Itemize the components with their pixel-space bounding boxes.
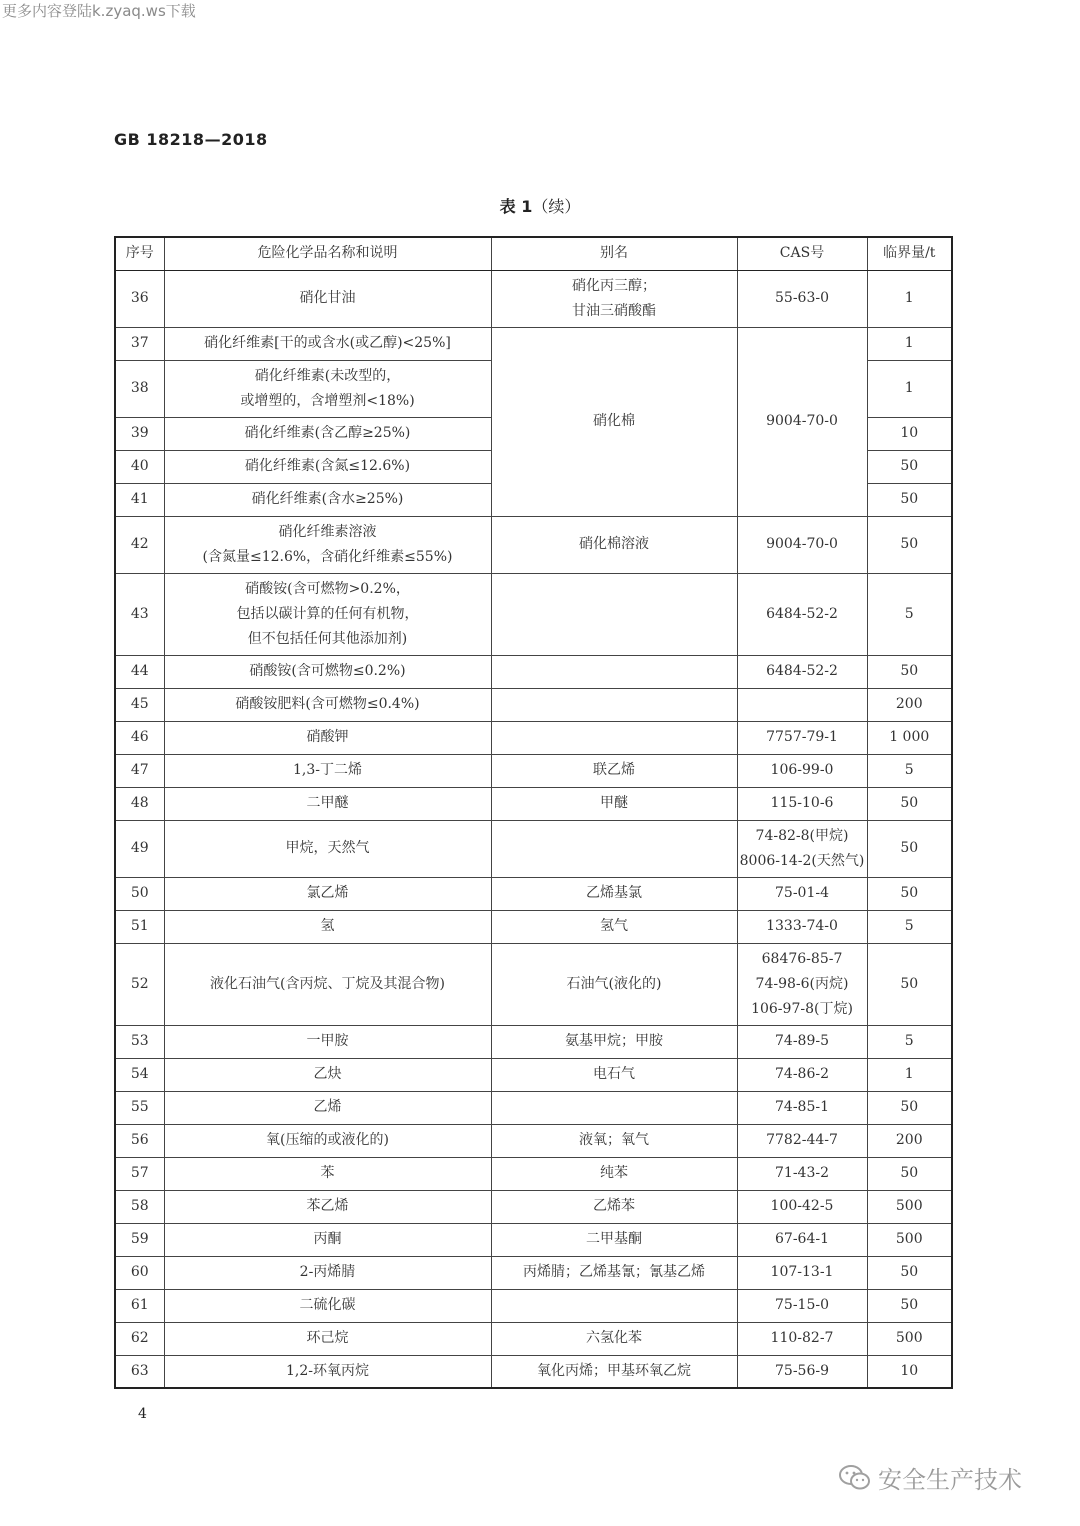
cell-chemical-name (164, 820, 491, 877)
cell-cas-line: 67-64-1 (775, 1231, 829, 1247)
table-caption-label: 表 1 (499, 197, 533, 216)
cell-chemical-name (164, 1223, 491, 1256)
cell-cas-line: 71-43-2 (775, 1165, 829, 1181)
table-row (115, 754, 952, 787)
cell-cas (737, 270, 867, 327)
cell-chemical-name (164, 910, 491, 943)
table-row (115, 1190, 952, 1223)
cell-alias-line: 联乙烯 (593, 762, 635, 778)
cell-chemical-name-line: 硝酸铵(含可燃物>0.2%， (245, 580, 410, 597)
cell-alias-line: 甘油三硝酸酯 (572, 302, 656, 319)
table-row (115, 1289, 952, 1322)
cell-threshold: 50 (867, 516, 952, 573)
cell-alias (491, 721, 737, 754)
cell-alias (491, 270, 737, 327)
cell-chemical-name (164, 1355, 491, 1388)
cell-alias (491, 1256, 737, 1289)
cell-threshold: 50 (867, 1289, 952, 1322)
cell-chemical-name-line: 硝化纤维素(含水≥25%) (251, 491, 404, 507)
cell-alias (491, 1190, 737, 1223)
cell-chemical-name (164, 573, 491, 655)
table-caption-suffix: （续） (532, 197, 581, 216)
cell-alias (491, 1289, 737, 1322)
cell-cas-line: 100-42-5 (770, 1198, 834, 1214)
cell-cas-line: 106-97-8(丁烷) (751, 1000, 853, 1017)
cell-chemical-name-line: 1,2-环氧丙烷 (286, 1362, 369, 1379)
cell-alias (491, 573, 737, 655)
cell-threshold: 50 (867, 450, 952, 483)
cell-alias (491, 910, 737, 943)
watermark-text: 安全生产技术 (878, 1466, 1022, 1494)
download-note: 更多内容登陆k.zyaq.ws下载 (2, 2, 196, 20)
cell-cas (737, 688, 867, 721)
cell-chemical-name-line: 苯乙烯 (306, 1198, 349, 1214)
cell-chemical-name (164, 721, 491, 754)
cell-serial: 54 (115, 1058, 164, 1091)
cell-cas (737, 1223, 867, 1256)
cell-cas-line: 6484-52-2 (766, 663, 838, 679)
cell-cas-line: 7782-44-7 (766, 1132, 838, 1148)
watermark (838, 1460, 1022, 1495)
cell-chemical-name (164, 270, 491, 327)
cell-chemical-name (164, 327, 491, 360)
cell-chemical-name-line: 乙炔 (313, 1066, 342, 1082)
cell-chemical-name (164, 1025, 491, 1058)
table-row (115, 688, 952, 721)
cell-alias-line: 氨基甲烷；甲胺 (565, 1033, 663, 1049)
cell-cas (737, 1289, 867, 1322)
header-chemical-name: 危险化学品名称和说明 (164, 237, 491, 270)
cell-alias (491, 688, 737, 721)
cell-cas (737, 655, 867, 688)
cell-threshold: 200 (867, 688, 952, 721)
cell-cas-line: 75-56-9 (775, 1362, 829, 1379)
cell-threshold: 1 (867, 270, 952, 327)
table-row (115, 1058, 952, 1091)
table-caption (0, 194, 1080, 217)
standard-code: GB 18218—2018 (114, 130, 268, 149)
cell-cas-merged: 9004-70-0 (737, 327, 867, 516)
cell-alias (491, 655, 737, 688)
chemical-threshold-table (114, 236, 953, 1389)
cell-chemical-name-line: 苯 (320, 1165, 335, 1181)
table-row (115, 1223, 952, 1256)
table-row (115, 270, 952, 327)
cell-serial: 55 (115, 1091, 164, 1124)
table-row (115, 787, 952, 820)
cell-chemical-name-line: 硝化甘油 (299, 290, 356, 306)
cell-cas (737, 1157, 867, 1190)
cell-cas-line: 74-98-6(丙烷) (755, 975, 849, 992)
cell-chemical-name-line: 1,3-丁二烯 (293, 762, 362, 778)
cell-chemical-name (164, 360, 491, 417)
cell-cas-line: 74-82-8(甲烷) (755, 827, 849, 844)
cell-cas-line: 107-13-1 (770, 1264, 834, 1280)
cell-cas (737, 721, 867, 754)
cell-cas-line: 75-01-4 (775, 885, 829, 901)
cell-chemical-name-line: 硝化纤维素[干的或含水(或乙醇)<25%] (204, 335, 451, 351)
cell-threshold: 1 (867, 1058, 952, 1091)
cell-alias (491, 1223, 737, 1256)
cell-cas-line: 7757-79-1 (766, 729, 838, 745)
cell-alias-line: 甲醚 (600, 795, 628, 811)
table-row (115, 910, 952, 943)
cell-alias (491, 1058, 737, 1091)
table-row (115, 721, 952, 754)
cell-cas-line: 75-15-0 (775, 1297, 829, 1313)
cell-chemical-name (164, 688, 491, 721)
cell-cas (737, 1025, 867, 1058)
cell-serial: 47 (115, 754, 164, 787)
table-row (115, 516, 952, 573)
cell-serial: 60 (115, 1256, 164, 1289)
cell-chemical-name-line: 液化石油气(含丙烷、丁烷及其混合物) (210, 975, 445, 992)
cell-threshold: 50 (867, 1157, 952, 1190)
table-row (115, 1256, 952, 1289)
cell-serial: 43 (115, 573, 164, 655)
cell-serial: 36 (115, 270, 164, 327)
table-row (115, 1322, 952, 1355)
cell-alias (491, 754, 737, 787)
cell-cas-line: 68476-85-7 (761, 950, 843, 967)
cell-chemical-name-line: 氢 (320, 918, 335, 934)
cell-cas (737, 516, 867, 573)
cell-threshold: 500 (867, 1223, 952, 1256)
cell-chemical-name (164, 787, 491, 820)
cell-chemical-name (164, 417, 491, 450)
cell-cas-line: 8006-14-2(天然气) (739, 852, 865, 869)
cell-cas-line: 9004-70-0 (766, 536, 838, 552)
cell-chemical-name-line: 硝化纤维素(未改型的， (254, 367, 401, 384)
cell-chemical-name-line: 硝酸钾 (306, 729, 349, 745)
cell-alias-line: 液氧；氧气 (579, 1132, 649, 1148)
header-serial: 序号 (115, 237, 164, 270)
cell-threshold: 1 000 (867, 721, 952, 754)
cell-alias-line: 石油气(液化的) (566, 975, 662, 992)
table-row (115, 1355, 952, 1388)
table-row (115, 1091, 952, 1124)
table-row (115, 655, 952, 688)
cell-serial: 41 (115, 483, 164, 516)
cell-serial: 38 (115, 360, 164, 417)
cell-chemical-name (164, 483, 491, 516)
cell-serial: 57 (115, 1157, 164, 1190)
cell-alias (491, 1355, 737, 1388)
cell-threshold: 50 (867, 943, 952, 1025)
cell-alias-line: 二甲基酮 (586, 1231, 642, 1247)
cell-cas-line: 74-86-2 (775, 1066, 829, 1082)
cell-serial: 56 (115, 1124, 164, 1157)
cell-cas (737, 1256, 867, 1289)
cell-chemical-name (164, 1322, 491, 1355)
cell-chemical-name (164, 655, 491, 688)
cell-cas-line: 6484-52-2 (766, 605, 838, 622)
cell-cas (737, 1322, 867, 1355)
cell-cas (737, 573, 867, 655)
cell-threshold: 5 (867, 1025, 952, 1058)
cell-alias (491, 1025, 737, 1058)
cell-cas-line: 106-99-0 (770, 762, 834, 778)
cell-serial: 63 (115, 1355, 164, 1388)
cell-cas-line: 74-89-5 (775, 1033, 829, 1049)
cell-chemical-name-line: 硝化纤维素(含氮≤12.6%) (244, 458, 411, 474)
cell-serial: 51 (115, 910, 164, 943)
cell-chemical-name-line: 硝酸铵肥料(含可燃物≤0.4%) (235, 696, 420, 712)
cell-cas (737, 943, 867, 1025)
cell-serial: 45 (115, 688, 164, 721)
cell-chemical-name (164, 943, 491, 1025)
cell-cas (737, 820, 867, 877)
cell-threshold: 5 (867, 573, 952, 655)
cell-alias (491, 820, 737, 877)
cell-serial: 46 (115, 721, 164, 754)
cell-serial: 59 (115, 1223, 164, 1256)
cell-alias (491, 943, 737, 1025)
cell-threshold: 50 (867, 1091, 952, 1124)
cell-serial: 40 (115, 450, 164, 483)
cell-cas (737, 1190, 867, 1223)
cell-cas (737, 877, 867, 910)
cell-alias-line: 硝化棉溶液 (579, 536, 649, 552)
cell-serial: 48 (115, 787, 164, 820)
cell-cas-line: 74-85-1 (775, 1099, 829, 1115)
cell-alias-merged: 硝化棉 (491, 327, 737, 516)
cell-chemical-name (164, 1124, 491, 1157)
cell-serial: 58 (115, 1190, 164, 1223)
wechat-icon (838, 1464, 872, 1492)
cell-threshold: 5 (867, 754, 952, 787)
cell-threshold: 200 (867, 1124, 952, 1157)
cell-chemical-name-line: 二硫化碳 (299, 1297, 356, 1313)
cell-cas-line: 1333-74-0 (766, 918, 838, 934)
table-row (115, 327, 952, 360)
cell-alias (491, 787, 737, 820)
cell-chemical-name-line: 硝化纤维素溶液 (278, 523, 377, 540)
cell-alias (491, 1157, 737, 1190)
cell-serial: 37 (115, 327, 164, 360)
header-cas: CAS号 (737, 237, 867, 270)
cell-alias (491, 516, 737, 573)
cell-threshold: 500 (867, 1322, 952, 1355)
cell-threshold: 1 (867, 327, 952, 360)
cell-alias-line: 纯苯 (600, 1165, 628, 1181)
cell-chemical-name-line: 二甲醚 (306, 795, 349, 811)
table-row (115, 573, 952, 655)
cell-chemical-name (164, 1091, 491, 1124)
cell-chemical-name-line: (含氮量≤12.6%，含硝化纤维素≤55%) (202, 548, 453, 565)
cell-alias-line: 硝化丙三醇； (572, 277, 656, 294)
cell-chemical-name-line: 一甲胺 (306, 1033, 349, 1049)
cell-serial: 39 (115, 417, 164, 450)
cell-cas-line: 115-10-6 (770, 795, 834, 811)
cell-cas (737, 1124, 867, 1157)
cell-cas-line: 55-63-0 (775, 290, 829, 306)
table-row (115, 943, 952, 1025)
cell-alias-line: 氧化丙烯；甲基环氧乙烷 (537, 1362, 691, 1379)
cell-chemical-name (164, 450, 491, 483)
cell-threshold: 50 (867, 483, 952, 516)
cell-cas-line: 110-82-7 (770, 1330, 834, 1346)
cell-chemical-name-line: 2-丙烯腈 (299, 1264, 356, 1280)
cell-chemical-name (164, 1256, 491, 1289)
cell-threshold: 50 (867, 655, 952, 688)
cell-serial: 62 (115, 1322, 164, 1355)
cell-chemical-name (164, 877, 491, 910)
cell-cas (737, 1058, 867, 1091)
cell-threshold: 50 (867, 787, 952, 820)
cell-threshold: 10 (867, 417, 952, 450)
cell-chemical-name (164, 1289, 491, 1322)
header-alias: 别名 (491, 237, 737, 270)
cell-serial: 42 (115, 516, 164, 573)
cell-serial: 44 (115, 655, 164, 688)
cell-serial: 53 (115, 1025, 164, 1058)
cell-chemical-name-line: 乙烯 (313, 1099, 342, 1115)
cell-cas (737, 1091, 867, 1124)
cell-alias-line: 乙烯基氯 (586, 885, 642, 901)
cell-chemical-name (164, 754, 491, 787)
cell-alias (491, 1091, 737, 1124)
cell-chemical-name-line: 丙酮 (313, 1231, 342, 1247)
header-threshold: 临界量/t (867, 237, 952, 270)
table-header-row (115, 237, 952, 270)
cell-alias (491, 1322, 737, 1355)
cell-threshold: 50 (867, 877, 952, 910)
table-row (115, 1025, 952, 1058)
table-body (115, 270, 952, 1388)
cell-chemical-name (164, 1058, 491, 1091)
cell-chemical-name-line: 硝酸铵(含可燃物≤0.2%) (249, 663, 406, 679)
cell-threshold: 500 (867, 1190, 952, 1223)
cell-chemical-name (164, 1157, 491, 1190)
cell-alias-line: 氢气 (600, 918, 628, 934)
cell-serial: 50 (115, 877, 164, 910)
cell-alias (491, 877, 737, 910)
cell-chemical-name-line: 甲烷，天然气 (285, 840, 370, 856)
cell-threshold: 50 (867, 820, 952, 877)
cell-serial: 52 (115, 943, 164, 1025)
table-row (115, 1124, 952, 1157)
cell-chemical-name-line: 环己烷 (306, 1330, 349, 1346)
cell-threshold: 10 (867, 1355, 952, 1388)
cell-chemical-name-line: 或增塑的，含增塑剂<18%) (240, 392, 415, 409)
cell-threshold: 50 (867, 1256, 952, 1289)
cell-alias-line: 乙烯苯 (593, 1198, 635, 1214)
cell-cas (737, 1355, 867, 1388)
cell-threshold: 5 (867, 910, 952, 943)
cell-serial: 61 (115, 1289, 164, 1322)
table-row (115, 820, 952, 877)
cell-chemical-name (164, 516, 491, 573)
cell-chemical-name-line: 氯乙烯 (306, 885, 349, 901)
cell-cas (737, 910, 867, 943)
cell-cas (737, 787, 867, 820)
cell-alias (491, 1124, 737, 1157)
cell-chemical-name (164, 1190, 491, 1223)
cell-alias-line: 六氢化苯 (586, 1330, 642, 1346)
table-row (115, 877, 952, 910)
page-number: 4 (138, 1406, 147, 1422)
cell-chemical-name-line: 包括以碳计算的任何有机物， (236, 605, 419, 622)
cell-alias-line: 电石气 (593, 1066, 635, 1082)
cell-alias-line: 丙烯腈；乙烯基氰；氰基乙烯 (523, 1264, 705, 1280)
cell-serial: 49 (115, 820, 164, 877)
table-row (115, 1157, 952, 1190)
cell-chemical-name-line: 氧(压缩的或液化的) (266, 1132, 389, 1148)
cell-cas (737, 754, 867, 787)
cell-threshold: 1 (867, 360, 952, 417)
cell-chemical-name-line: 但不包括任何其他添加剂) (247, 630, 408, 647)
cell-chemical-name-line: 硝化纤维素(含乙醇≥25%) (244, 425, 411, 441)
